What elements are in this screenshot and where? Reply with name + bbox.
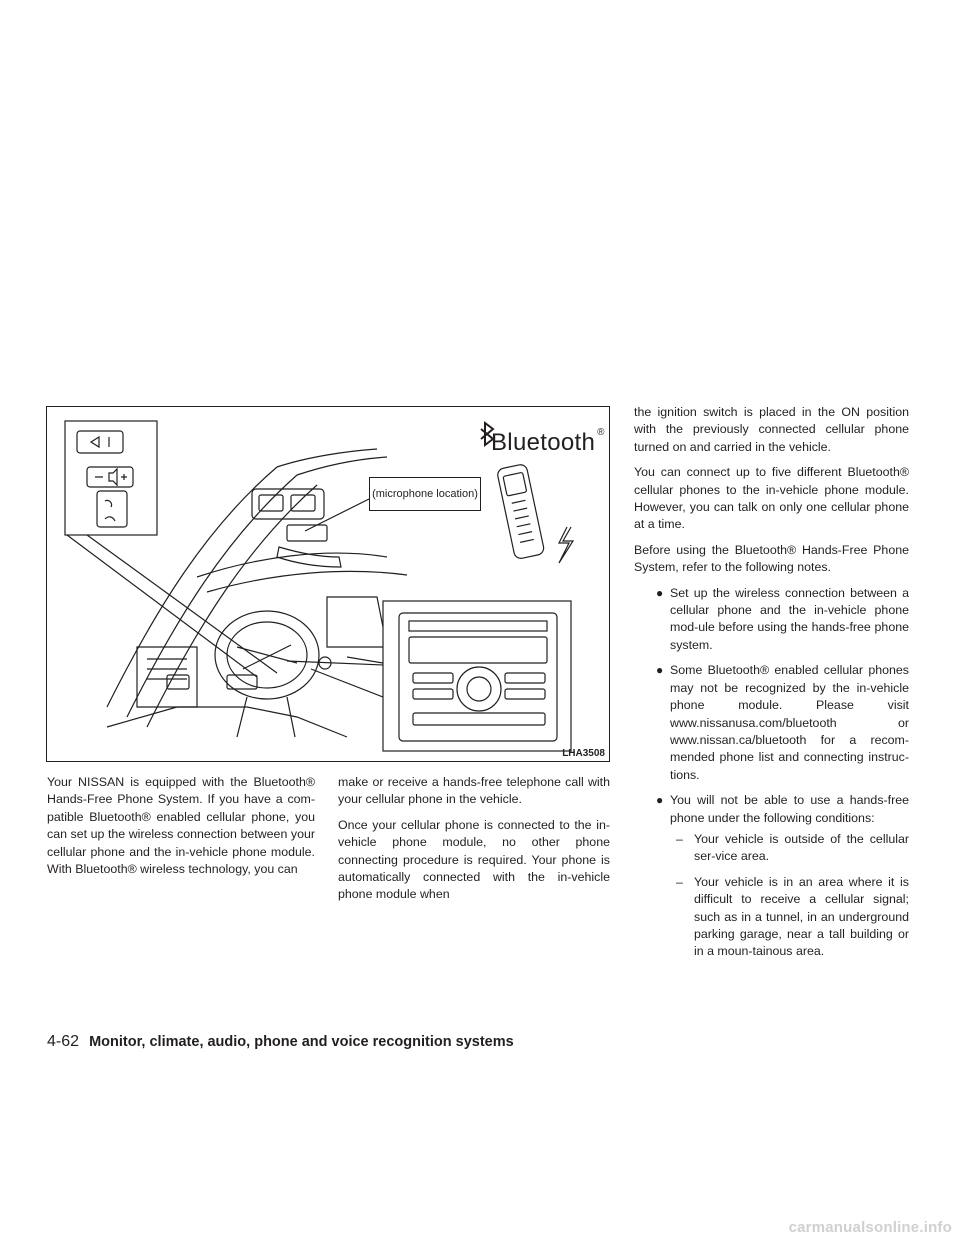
watermark: carmanualsonline.info bbox=[788, 1219, 952, 1236]
page-number: 4-62 bbox=[47, 1033, 80, 1050]
section-title: Monitor, climate, audio, phone and voice recognition systems bbox=[89, 1034, 514, 1050]
sub-list-item bbox=[670, 831, 909, 866]
bullet-icon: ● bbox=[656, 793, 664, 808]
illustration-figure bbox=[46, 406, 610, 762]
bluetooth-logo-text: Bluetooth bbox=[491, 429, 596, 456]
paragraph: the ignition switch is placed in the ON position with the previously connected cellular phone turned on and carried in the vehicle. bbox=[634, 405, 909, 454]
paragraph: Once your cellular phone is connected to the in-vehicle phone module, no other phone connecting procedure is required. Your phone is automatically connected with the in-vehicle phone module when bbox=[338, 817, 610, 902]
conditions-list bbox=[670, 831, 909, 961]
vehicle-interior-drawing bbox=[47, 407, 610, 762]
bluetooth-logo bbox=[491, 429, 603, 457]
sub-list-item bbox=[670, 874, 909, 961]
notes-list bbox=[634, 585, 909, 961]
figure-code: LHA3508 bbox=[562, 748, 605, 759]
registered-mark: ® bbox=[597, 427, 605, 438]
page-footer bbox=[47, 1033, 514, 1051]
bullet-icon: ● bbox=[656, 585, 664, 600]
list-item bbox=[634, 792, 909, 961]
text-column-1 bbox=[47, 774, 315, 886]
list-item-text: You will not be able to use a hands-free phone under the following conditions: bbox=[670, 793, 909, 825]
paragraph: You can connect up to five different Bluetooth® cellular phones to the in-vehicle phone module. However, you can talk on only one cellular phone at a time. bbox=[634, 465, 909, 532]
paragraph: Your NISSAN is equipped with the Bluetooth® Hands-Free Phone System. If you have a com-patible Bluetooth® enabled cellular phone, you can set up the wireless connection between your cellular phone and the in-vehicle phone module. With Bluetooth® wireless technology, you can bbox=[47, 775, 315, 877]
sub-list-item-text: Your vehicle is in an area where it is difficult to receive a cellular signal; such as in a tunnel, in an underground parking garage, near a tall building or in a moun-tainous area. bbox=[694, 874, 909, 959]
paragraph: make or receive a hands-free telephone call with your cellular phone in the vehicle. bbox=[338, 775, 610, 807]
bullet-icon: ● bbox=[656, 663, 664, 678]
paragraph: Before using the Bluetooth® Hands-Free Phone System, refer to the following notes. bbox=[634, 542, 909, 575]
dash-icon: – bbox=[676, 831, 683, 846]
microphone-location-label: (microphone location) bbox=[369, 477, 481, 511]
list-item-text: Set up the wireless connection between a cellular phone and the in-vehicle phone mod-ule before using the hands-free phone system. bbox=[670, 585, 909, 652]
text-column-2 bbox=[338, 774, 610, 912]
list-item bbox=[634, 585, 909, 655]
sub-list-item-text: Your vehicle is outside of the cellular ser-vice area. bbox=[694, 831, 909, 864]
text-column-3 bbox=[634, 404, 909, 969]
list-item-text: Some Bluetooth® enabled cellular phones may not be recognized by the in-vehicle phone module. Please visit www.nissanusa.com/bluetooth or www.nissan.ca/bluetooth for a recom-mended phone list and connecting instruc-tions. bbox=[670, 663, 909, 782]
list-item bbox=[634, 662, 909, 784]
dash-icon: – bbox=[676, 874, 683, 889]
